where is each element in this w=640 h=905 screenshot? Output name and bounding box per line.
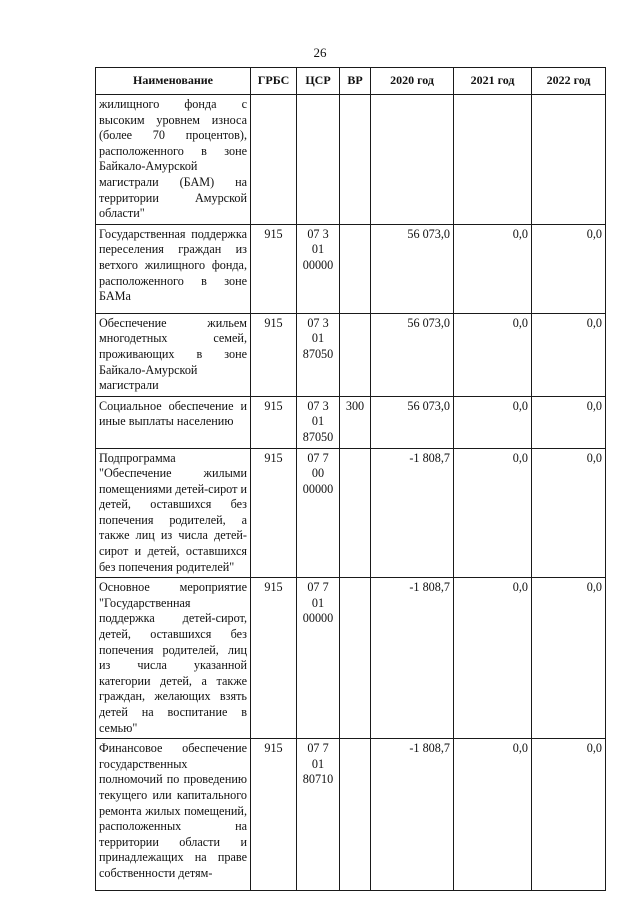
table-row bbox=[96, 448, 606, 578]
row-2020 bbox=[371, 95, 454, 225]
row-2020: -1 808,7 bbox=[371, 578, 454, 739]
table-row bbox=[96, 313, 606, 396]
row-vr: 300 bbox=[340, 396, 371, 448]
row-grbs: 915 bbox=[251, 396, 297, 448]
header-2020: 2020 год bbox=[371, 68, 454, 95]
row-name: Финансовое обеспечение государственных полномочий по проведению текущего или капитального ремонта жилых помещений, расположенных на территории области и принадлежащих на праве собственности детям- bbox=[96, 739, 251, 891]
row-csr: 07 3 01 00000 bbox=[297, 224, 340, 313]
header-csr: ЦСР bbox=[297, 68, 340, 95]
header-name: Наименование bbox=[96, 68, 251, 95]
row-2022: 0,0 bbox=[532, 448, 606, 578]
row-2020: 56 073,0 bbox=[371, 224, 454, 313]
row-name: Обеспечение жильем многодетных семей, проживающих в зоне Байкало-Амурской магистрали bbox=[96, 313, 251, 396]
table-row bbox=[96, 396, 606, 448]
table-row bbox=[96, 739, 606, 891]
row-vr bbox=[340, 224, 371, 313]
row-2021: 0,0 bbox=[454, 739, 532, 891]
row-vr bbox=[340, 578, 371, 739]
row-name: Подпрограмма "Обеспечение жилыми помещениями детей-сирот и детей, оставшихся без попечения родителей, а также лиц из числа детей-сирот и детей, оставшихся без попечения родителей" bbox=[96, 448, 251, 578]
row-vr bbox=[340, 95, 371, 225]
page-number: 26 bbox=[313, 45, 327, 60]
table-row bbox=[96, 578, 606, 739]
header-grbs: ГРБС bbox=[251, 68, 297, 95]
row-grbs: 915 bbox=[251, 739, 297, 891]
row-2022: 0,0 bbox=[532, 396, 606, 448]
row-name: жилищного фонда с высоким уровнем износа (более 70 процентов), расположенного в зоне Байкало-Амурской магистрали (БАМ) на территории Амурской области" bbox=[96, 95, 251, 225]
row-grbs bbox=[251, 95, 297, 225]
row-2022: 0,0 bbox=[532, 578, 606, 739]
row-csr: 07 3 01 87050 bbox=[297, 396, 340, 448]
table-row bbox=[96, 95, 606, 225]
row-2021: 0,0 bbox=[454, 224, 532, 313]
row-grbs: 915 bbox=[251, 578, 297, 739]
budget-table bbox=[95, 67, 606, 891]
row-csr: 07 7 01 80710 bbox=[297, 739, 340, 891]
row-grbs: 915 bbox=[251, 448, 297, 578]
header-row bbox=[96, 68, 606, 95]
row-csr: 07 7 01 00000 bbox=[297, 578, 340, 739]
header-2021: 2021 год bbox=[454, 68, 532, 95]
row-name: Социальное обеспечение и иные выплаты населению bbox=[96, 396, 251, 448]
row-csr: 07 7 00 00000 bbox=[297, 448, 340, 578]
row-vr bbox=[340, 313, 371, 396]
header-2022: 2022 год bbox=[532, 68, 606, 95]
row-2020: -1 808,7 bbox=[371, 739, 454, 891]
row-2020: -1 808,7 bbox=[371, 448, 454, 578]
header-vr: ВР bbox=[340, 68, 371, 95]
row-vr bbox=[340, 739, 371, 891]
row-2020: 56 073,0 bbox=[371, 313, 454, 396]
row-2022: 0,0 bbox=[532, 739, 606, 891]
row-2022: 0,0 bbox=[532, 313, 606, 396]
row-2021: 0,0 bbox=[454, 448, 532, 578]
row-2022: 0,0 bbox=[532, 224, 606, 313]
row-name: Государственная поддержка переселения граждан из ветхого жилищного фонда, расположенного в зоне БАМа bbox=[96, 224, 251, 313]
row-csr: 07 3 01 87050 bbox=[297, 313, 340, 396]
row-2021: 0,0 bbox=[454, 313, 532, 396]
table-row bbox=[96, 224, 606, 313]
row-2021: 0,0 bbox=[454, 578, 532, 739]
row-csr bbox=[297, 95, 340, 225]
row-grbs: 915 bbox=[251, 224, 297, 313]
row-2021 bbox=[454, 95, 532, 225]
row-2021: 0,0 bbox=[454, 396, 532, 448]
row-grbs: 915 bbox=[251, 313, 297, 396]
row-name: Основное мероприятие "Государственная поддержка детей-сирот, детей, оставшихся без попечения родителей, лиц из числа указанной категории детей, а также граждан, желающих взять детей на воспитание в семью" bbox=[96, 578, 251, 739]
row-2022 bbox=[532, 95, 606, 225]
row-2020: 56 073,0 bbox=[371, 396, 454, 448]
row-vr bbox=[340, 448, 371, 578]
